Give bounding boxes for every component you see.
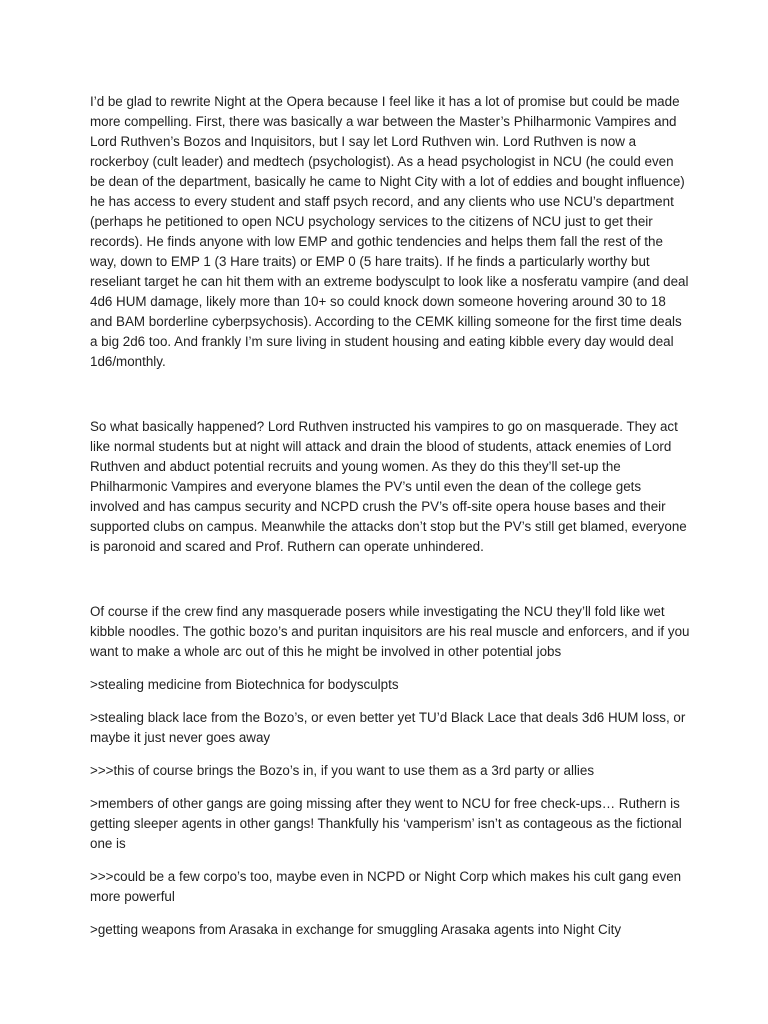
paragraph-spacer [90,907,690,920]
list-item-arasaka: >getting weapons from Arasaka in exchange for smuggling Arasaka agents into Night City [90,922,622,937]
paragraph-crew: Of course if the crew find any masquerade posers while investigating the NCU they’ll fold like wet kibble noodles. The gothic bozo’s and puritan inquisitors are his real muscle and enforcers, and if you want to make a whole arc out of this he might be involved in other potential jobs [90,604,690,659]
paragraph-spacer [90,748,690,761]
paragraph-spacer [90,662,690,675]
list-item-bozos: >>>this of course brings the Bozo’s in, if you want to use them as a 3rd party or allies [90,763,595,778]
list-item-corpos: >>>could be a few corpo’s too, maybe even in NCPD or Night Corp which makes his cult gang even more powerful [90,869,682,904]
list-item-missing-gangs: >members of other gangs are going missing after they went to NCU for free check-ups… Ruthern is getting sleeper agents in other gangs! Thankfully his ‘vamperism’ isn’t as contageous as the fictional one is [90,796,682,851]
paragraph-spacer [90,781,690,794]
list-item-black-lace: >stealing black lace from the Bozo’s, or even better yet TU’d Black Lace that deals 3d6 HUM loss, or maybe it just never goes away [90,710,686,745]
paragraph-spacer [90,695,690,708]
paragraph-intro: I’d be glad to rewrite Night at the Opera because I feel like it has a lot of promise but could be made more compelling. First, there was basically a war between the Master’s Philharmonic Vampires and Lord Ruthven’s Bozos and Inquisitors, but I say let Lord Ruthven win. Lord Ruthven is now a rockerboy (cult leader) and medtech (psychologist). As a head psychologist in NCU (he could even be dean of the department, basically he came to Night City with a lot of eddies and bought influence) he has access to every student and staff psych record, and any clients who use NCU’s department (perhaps he petitioned to open NCU psychology services to the citizens of NCU just to get their records). He finds anyone with low EMP and gothic tendencies and helps them fall the rest of the way, down to EMP 1 (3 Hare traits) or EMP 0 (5 hare traits). If he finds a particularly worthy but reseliant target he can hit them with an extreme bodysculpt to look like a nosferatu vampire (and deal 4d6 HUM damage, likely more than 10+ so could knock down someone hovering around 30 to 18 and BAM borderline cyberpsychosis). According to the CEMK killing someone for the first time deals a big 2d6 too. And frankly I’m sure living in student housing and eating kibble every day would deal 1d6/monthly. [90,94,689,369]
paragraph-masquerade: So what basically happened? Lord Ruthven instructed his vampires to go on masquerade. They act like normal students but at night will attack and drain the blood of students, attack enemies of Lord Ruthven and abduct potential recruits and young women. As they do this they’ll set-up the Philharmonic Vampires and everyone blames the PV’s until even the dean of the college gets involved and has campus security and NCPD crush the PV’s off-site opera house bases and their supported clubs on campus. Meanwhile the attacks don’t stop but the PV’s still get blamed, everyone is paronoid and scared and Prof. Ruthern can operate unhindered. [90,419,687,554]
paragraph-spacer [90,372,690,417]
document-page [90,92,690,940]
paragraph-spacer [90,557,690,602]
paragraph-spacer [90,854,690,867]
list-item-medicine: >stealing medicine from Biotechnica for bodysculpts [90,677,399,692]
